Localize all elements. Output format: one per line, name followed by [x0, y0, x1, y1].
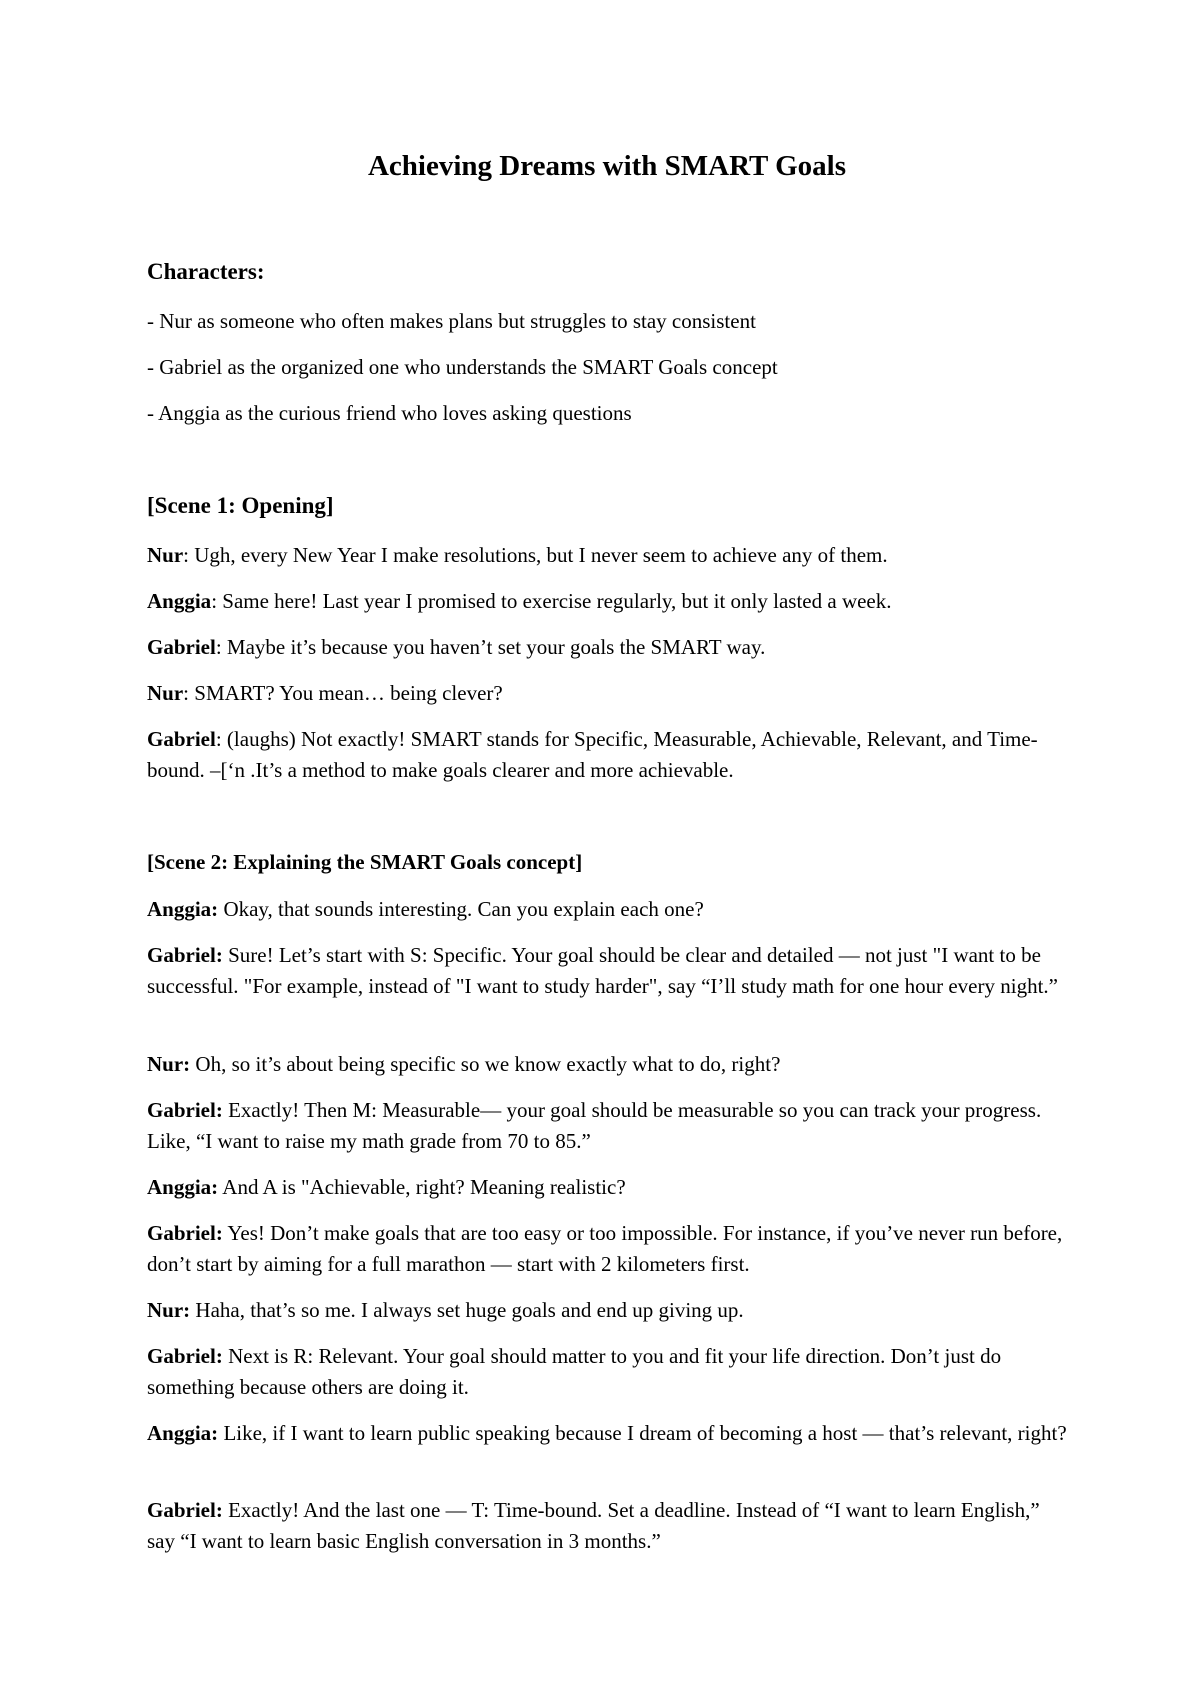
speaker-name: Nur: — [147, 1052, 191, 1076]
dialogue-line — [147, 586, 1067, 617]
dialogue-text: Exactly! And the last one — T: Time-bound. Set a deadline. Instead of “I want to learn English,” say “I want to learn basic English conversation in 3 months.” — [147, 1498, 1040, 1553]
speaker-name: Gabriel — [147, 635, 216, 659]
character-item: - Anggia as the curious friend who loves asking questions — [147, 401, 632, 425]
dialogue-text: And A is "Achievable, right? Meaning realistic? — [222, 1175, 626, 1199]
speaker-separator: : — [183, 681, 195, 705]
dialogue-line — [147, 1095, 1067, 1157]
dialogue-line — [147, 1218, 1067, 1280]
character-item: - Gabriel as the organized one who understands the SMART Goals concept — [147, 355, 778, 379]
speaker-name: Nur — [147, 543, 184, 567]
speaker-name: Gabriel: — [147, 1098, 223, 1122]
dialogue-text: Sure! Let’s start with S: Specific. Your goal should be clear and detailed — not just "I want to be successful. "For example, instead of "I want to study harder", say “I’ll study math for one hour every night.” — [147, 943, 1058, 998]
dialogue-text: SMART? You mean… being clever? — [194, 681, 503, 705]
character-item: - Nur as someone who often makes plans but struggles to stay consistent — [147, 309, 756, 333]
dialogue-text: Ugh, every New Year I make resolutions, but I never seem to achieve any of them. — [194, 543, 888, 567]
dialogue-text: Same here! Last year I promised to exercise regularly, but it only lasted a week. — [222, 589, 892, 613]
speaker-separator: : — [211, 589, 223, 613]
speaker-name: Nur — [147, 681, 184, 705]
speaker-name: Gabriel: — [147, 943, 223, 967]
speaker-separator: : — [183, 543, 195, 567]
dialogue-line — [147, 940, 1067, 1002]
document-title: Achieving Dreams with SMART Goals — [367, 150, 847, 182]
speaker-name: Anggia — [147, 589, 212, 613]
dialogue-text: Oh, so it’s about being specific so we know exactly what to do, right? — [195, 1052, 781, 1076]
speaker-name: Gabriel — [147, 727, 216, 751]
scene-2-heading: [Scene 2: Explaining the SMART Goals concept] — [147, 850, 583, 874]
dialogue-line — [147, 724, 1067, 786]
speaker-name: Gabriel: — [147, 1344, 223, 1368]
characters-heading: Characters: — [147, 259, 265, 284]
speaker-separator: : — [215, 727, 227, 751]
scene-1-heading: [Scene 1: Opening] — [147, 493, 334, 518]
dialogue-line — [147, 1295, 1067, 1326]
dialogue-text: Like, if I want to learn public speaking because I dream of becoming a host — that’s relevant, right? — [223, 1421, 1067, 1445]
speaker-name: Anggia: — [147, 1175, 219, 1199]
speaker-name: Gabriel: — [147, 1221, 223, 1245]
dialogue-line — [147, 1495, 1067, 1557]
dialogue-line — [147, 632, 1067, 663]
dialogue-text: Next is R: Relevant. Your goal should matter to you and fit your life direction. Don’t just do something because others are doing it. — [147, 1344, 1002, 1399]
dialogue-text: Yes! Don’t make goals that are too easy or too impossible. For instance, if you’ve never run before, don’t start by aiming for a full marathon — start with 2 kilometers first. — [147, 1221, 1063, 1276]
speaker-name: Anggia: — [147, 1421, 219, 1445]
dialogue-line — [147, 1418, 1067, 1449]
dialogue-line — [147, 1341, 1067, 1403]
speaker-name: Gabriel: — [147, 1498, 223, 1522]
dialogue-line — [147, 540, 1067, 571]
dialogue-text: Haha, that’s so me. I always set huge goals and end up giving up. — [195, 1298, 744, 1322]
dialogue-line — [147, 678, 1067, 709]
speaker-separator: : — [215, 635, 227, 659]
speaker-name: Nur: — [147, 1298, 191, 1322]
dialogue-line — [147, 894, 1067, 925]
dialogue-text: Maybe it’s because you haven’t set your goals the SMART way. — [226, 635, 766, 659]
dialogue-text: Okay, that sounds interesting. Can you explain each one? — [223, 897, 704, 921]
dialogue-text: Exactly! Then M: Measurable— your goal should be measurable so you can track your progress. Like, “I want to raise my math grade from 70 to 85.” — [147, 1098, 1042, 1153]
dialogue-line — [147, 1172, 1067, 1203]
speaker-name: Anggia: — [147, 897, 219, 921]
dialogue-text: (laughs) Not exactly! SMART stands for Specific, Measurable, Achievable, Relevant, and Time-bound. –[‘n .It’s a method to make goals clearer and more achievable. — [147, 727, 1038, 782]
dialogue-line — [147, 1049, 1067, 1080]
